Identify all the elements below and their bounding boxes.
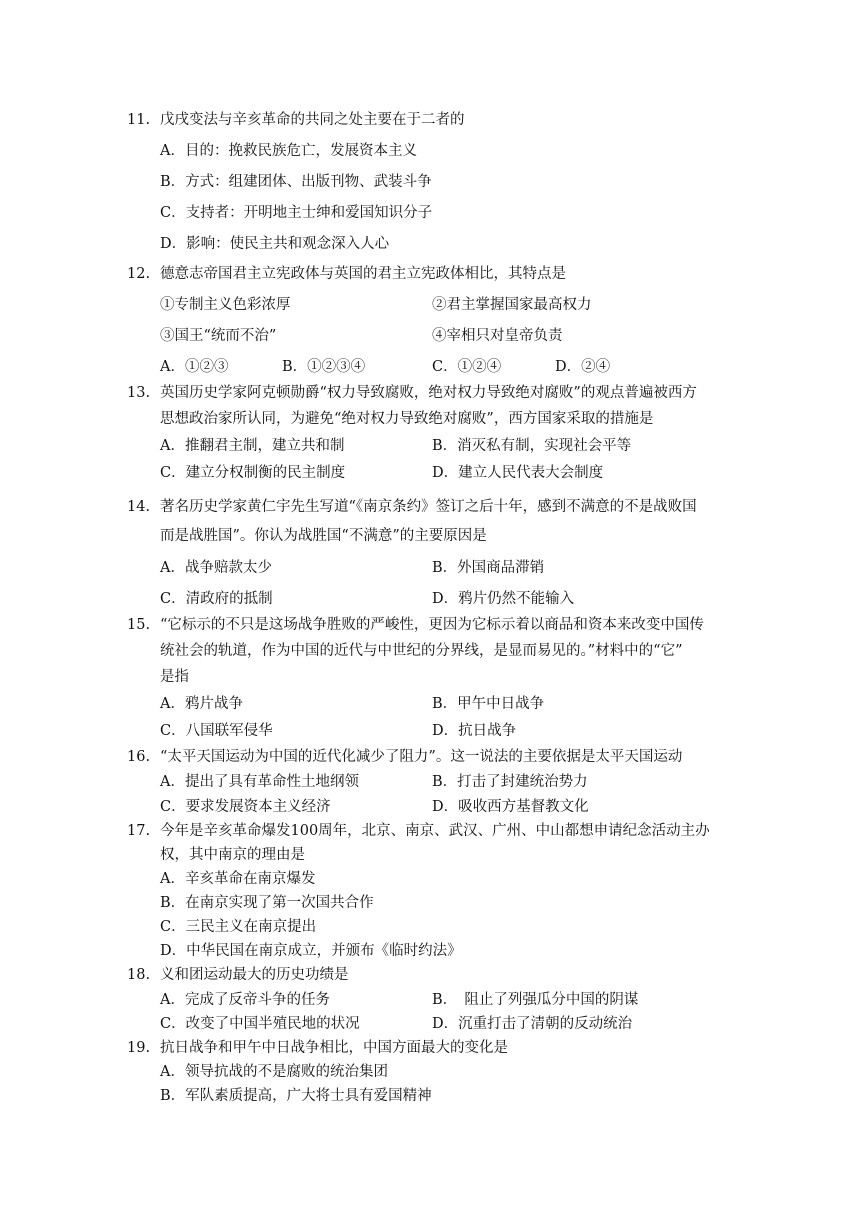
option-c: C．清政府的抵制 — [160, 591, 273, 607]
option-d: D．鸦片仍然不能输入 — [432, 591, 575, 607]
option-a: A．推翻君主制，建立共和制 — [160, 438, 345, 454]
question-stem-line-3: 是指 — [160, 669, 189, 685]
question-number: 15. — [127, 617, 151, 633]
option-d: D．建立人民代表大会制度 — [432, 465, 604, 481]
question-number: 12. — [127, 266, 151, 282]
option-b: B．甲午中日战争 — [432, 696, 545, 712]
item-4: ④宰相只对皇帝负责 — [432, 328, 563, 344]
option-c: C．支持者：开明地主士绅和爱国知识分子 — [160, 205, 433, 221]
item-1: ①专制主义色彩浓厚 — [160, 297, 291, 313]
option-b: B．军队素质提高，广大将士具有爱国精神 — [160, 1088, 432, 1104]
question-number: 14. — [127, 499, 151, 515]
question-stem: 德意志帝国君主立宪政体与英国的君主立宪政体相比，其特点是 — [160, 266, 566, 282]
option-a: A．完成了反帝斗争的任务 — [160, 992, 330, 1008]
option-a: A．目的：挽救民族危亡，发展资本主义 — [160, 143, 417, 159]
option-d: D．影响：使民主共和观念深入人心 — [160, 236, 390, 252]
question-stem-line-1: “它标示的不只是这场战争胜败的严峻性，更因为它标示着以商品和资本来改变中国传 — [160, 617, 704, 633]
question-stem: “太平天国运动为中国的近代化减少了阻力”。这一说法的主要依据是太平天国运动 — [160, 749, 683, 765]
option-d: D．②④ — [555, 359, 611, 375]
option-d: D．抗日战争 — [432, 723, 517, 739]
question-stem: 戊戌变法与辛亥革命的共同之处主要在于二者的 — [160, 112, 465, 128]
question-stem-line-1: 著名历史学家黄仁宇先生写道“《南京条约》签订之后十年，感到不满意的不是战败国 — [160, 499, 697, 515]
option-b: B．外国商品滞销 — [432, 560, 545, 576]
question-number: 17. — [127, 823, 151, 839]
option-c: C．①②④ — [432, 359, 502, 375]
option-a: A．提出了具有革命性土地纲领 — [160, 774, 359, 790]
option-c: C．三民主义在南京提出 — [160, 919, 317, 935]
item-3: ③国王“统而不治” — [160, 328, 277, 344]
item-2: ②君主掌握国家最高权力 — [432, 297, 592, 313]
question-stem-line-2: 权，其中南京的理由是 — [160, 847, 305, 863]
question-stem-line-2: 而是战胜国”。你认为战胜国“不满意”的主要原因是 — [160, 528, 487, 544]
option-b: B．方式：组建团体、出版刊物、武装斗争 — [160, 174, 432, 190]
question-stem: 义和团运动最大的历史功绩是 — [160, 967, 349, 983]
question-stem-line-1: 今年是辛亥革命爆发100周年，北京、南京、武汉、广州、中山都想申请纪念活动主办 — [160, 823, 710, 839]
option-d: D．沉重打击了清朝的反动统治 — [432, 1016, 633, 1032]
option-c: C．改变了中国半殖民地的状况 — [160, 1016, 360, 1032]
option-b: B．消灭私有制，实现社会平等 — [432, 438, 632, 454]
question-number: 19. — [127, 1040, 151, 1056]
option-b: B． 阻止了列强瓜分中国的阴谋 — [432, 992, 639, 1008]
option-b: B．在南京实现了第一次国共合作 — [160, 895, 374, 911]
question-number: 18. — [127, 967, 151, 983]
question-number: 11. — [127, 112, 151, 128]
option-a: A．战争赔款太少 — [160, 560, 272, 576]
option-c: C．要求发展资本主义经济 — [160, 799, 331, 815]
question-number: 16. — [127, 749, 151, 765]
question-stem-line-2: 统社会的轨道，作为中国的近代与中世纪的分界线，是显而易见的。”材料中的“它” — [160, 643, 683, 659]
option-b: B．打击了封建统治势力 — [432, 774, 588, 790]
option-a: A．领导抗战的不是腐败的统治集团 — [160, 1064, 388, 1080]
option-d: D．吸收西方基督教文化 — [432, 799, 589, 815]
question-stem-line-2: 思想政治家所认同，为避免“绝对权力导致绝对腐败”，西方国家采取的措施是 — [160, 411, 654, 427]
option-a: A．辛亥革命在南京爆发 — [160, 871, 316, 887]
option-a: A．鸦片战争 — [160, 696, 243, 712]
question-number: 13. — [127, 385, 151, 401]
question-stem-line-1: 英国历史学家阿克顿勋爵“权力导致腐败，绝对权力导致绝对腐败”的观点普遍被西方 — [160, 385, 697, 401]
option-d: D．中华民国在南京成立，并颁布《临时约法》 — [160, 943, 462, 959]
option-c: C．建立分权制衡的民主制度 — [160, 465, 346, 481]
option-b: B．①②③④ — [282, 359, 366, 375]
question-stem: 抗日战争和甲午中日战争相比，中国方面最大的变化是 — [160, 1040, 508, 1056]
option-a: A．①②③ — [160, 359, 229, 375]
option-c: C．八国联军侵华 — [160, 723, 273, 739]
